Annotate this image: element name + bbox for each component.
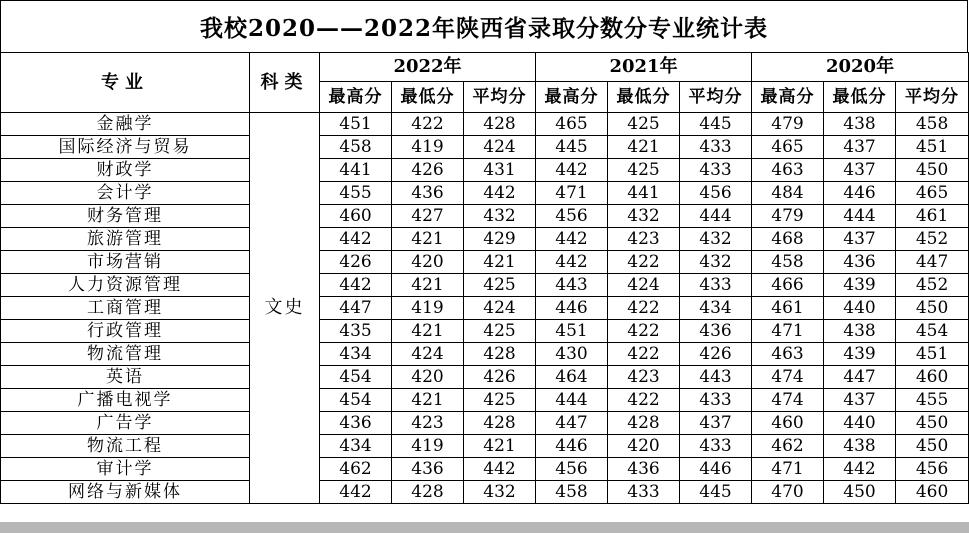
score-cell: 465	[752, 136, 824, 159]
header-max: 最高分	[752, 82, 824, 113]
score-cell: 465	[536, 113, 608, 136]
bottom-divider	[0, 522, 969, 533]
score-cell: 424	[464, 297, 536, 320]
score-cell: 433	[680, 136, 752, 159]
score-cell: 452	[896, 274, 969, 297]
table-row	[1, 320, 969, 343]
score-cell: 468	[752, 228, 824, 251]
score-cell: 421	[608, 136, 680, 159]
table-row	[1, 113, 969, 136]
score-cell: 445	[680, 481, 752, 504]
score-cell: 429	[464, 228, 536, 251]
score-cell: 437	[824, 159, 896, 182]
score-cell: 422	[392, 113, 464, 136]
score-cell: 442	[320, 481, 392, 504]
score-cell: 466	[752, 274, 824, 297]
score-cell: 420	[608, 435, 680, 458]
header-year-2022: 2022年	[320, 53, 536, 82]
score-cell: 471	[752, 458, 824, 481]
major-cell: 财政学	[1, 159, 250, 182]
score-cell: 431	[464, 159, 536, 182]
score-cell: 434	[680, 297, 752, 320]
score-cell: 450	[896, 412, 969, 435]
header-year-2021: 2021年	[536, 53, 752, 82]
header-major: 专业	[1, 53, 250, 113]
score-cell: 432	[464, 205, 536, 228]
header-min: 最低分	[824, 82, 896, 113]
score-cell: 454	[320, 389, 392, 412]
score-cell: 432	[464, 481, 536, 504]
score-cell: 422	[608, 389, 680, 412]
header-max: 最高分	[536, 82, 608, 113]
score-cell: 443	[680, 366, 752, 389]
score-cell: 451	[896, 343, 969, 366]
major-cell: 人力资源管理	[1, 274, 250, 297]
score-cell: 444	[824, 205, 896, 228]
score-cell: 428	[464, 113, 536, 136]
score-cell: 422	[608, 297, 680, 320]
page-title: 我校2020——2022年陕西省录取分数分专业统计表	[0, 0, 968, 52]
score-cell: 432	[680, 251, 752, 274]
score-cell: 474	[752, 389, 824, 412]
score-cell: 450	[896, 435, 969, 458]
score-cell: 436	[680, 320, 752, 343]
table-row	[1, 251, 969, 274]
score-cell: 426	[464, 366, 536, 389]
score-cell: 426	[680, 343, 752, 366]
score-cell: 442	[824, 458, 896, 481]
score-cell: 450	[824, 481, 896, 504]
major-cell: 会计学	[1, 182, 250, 205]
score-cell: 428	[464, 343, 536, 366]
table-row	[1, 366, 969, 389]
table-row	[1, 182, 969, 205]
score-cell: 447	[896, 251, 969, 274]
score-cell: 463	[752, 343, 824, 366]
score-cell: 446	[536, 435, 608, 458]
table-row	[1, 389, 969, 412]
major-cell: 金融学	[1, 113, 250, 136]
score-cell: 470	[752, 481, 824, 504]
score-cell: 426	[320, 251, 392, 274]
score-cell: 423	[608, 366, 680, 389]
header-min: 最低分	[608, 82, 680, 113]
score-cell: 441	[608, 182, 680, 205]
major-cell: 旅游管理	[1, 228, 250, 251]
score-cell: 460	[896, 481, 969, 504]
table-row	[1, 136, 969, 159]
major-cell: 广告学	[1, 412, 250, 435]
header-max: 最高分	[320, 82, 392, 113]
score-cell: 442	[320, 228, 392, 251]
score-cell: 465	[896, 182, 969, 205]
score-cell: 423	[392, 412, 464, 435]
score-cell: 446	[536, 297, 608, 320]
score-cell: 421	[392, 320, 464, 343]
score-cell: 455	[320, 182, 392, 205]
score-cell: 446	[824, 182, 896, 205]
score-cell: 464	[536, 366, 608, 389]
score-cell: 427	[392, 205, 464, 228]
score-cell: 462	[320, 458, 392, 481]
score-cell: 428	[392, 481, 464, 504]
table-row	[1, 343, 969, 366]
table-row	[1, 481, 969, 504]
table-row	[1, 205, 969, 228]
score-cell: 424	[608, 274, 680, 297]
score-cell: 436	[824, 251, 896, 274]
score-cell: 425	[608, 159, 680, 182]
header-avg: 平均分	[896, 82, 969, 113]
table-body	[1, 113, 969, 504]
score-cell: 456	[680, 182, 752, 205]
score-cell: 443	[536, 274, 608, 297]
header-avg: 平均分	[680, 82, 752, 113]
category-cell: 文史	[250, 113, 320, 504]
score-cell: 456	[536, 458, 608, 481]
score-cell: 422	[608, 320, 680, 343]
score-cell: 430	[536, 343, 608, 366]
score-cell: 420	[392, 251, 464, 274]
table-row	[1, 228, 969, 251]
score-cell: 444	[536, 389, 608, 412]
score-cell: 460	[320, 205, 392, 228]
score-cell: 433	[680, 159, 752, 182]
score-cell: 425	[464, 389, 536, 412]
header-avg: 平均分	[464, 82, 536, 113]
score-cell: 436	[608, 458, 680, 481]
score-cell: 438	[824, 435, 896, 458]
score-cell: 447	[320, 297, 392, 320]
score-cell: 422	[608, 251, 680, 274]
score-cell: 451	[536, 320, 608, 343]
table-row	[1, 297, 969, 320]
score-cell: 450	[896, 159, 969, 182]
score-cell: 435	[320, 320, 392, 343]
score-cell: 479	[752, 205, 824, 228]
score-cell: 463	[752, 159, 824, 182]
major-cell: 行政管理	[1, 320, 250, 343]
score-cell: 441	[320, 159, 392, 182]
table-row	[1, 412, 969, 435]
score-cell: 424	[464, 136, 536, 159]
score-cell: 434	[320, 343, 392, 366]
major-cell: 广播电视学	[1, 389, 250, 412]
major-cell: 英语	[1, 366, 250, 389]
score-cell: 455	[896, 389, 969, 412]
score-cell: 458	[536, 481, 608, 504]
score-cell: 436	[392, 182, 464, 205]
score-cell: 454	[320, 366, 392, 389]
major-cell: 财务管理	[1, 205, 250, 228]
table-row	[1, 435, 969, 458]
score-cell: 433	[680, 274, 752, 297]
score-cell: 425	[608, 113, 680, 136]
score-cell: 428	[464, 412, 536, 435]
header-year-2020: 2020年	[752, 53, 969, 82]
score-cell: 471	[752, 320, 824, 343]
major-cell: 网络与新媒体	[1, 481, 250, 504]
table-row	[1, 159, 969, 182]
score-cell: 460	[752, 412, 824, 435]
score-cell: 462	[752, 435, 824, 458]
score-cell: 471	[536, 182, 608, 205]
score-cell: 439	[824, 343, 896, 366]
score-cell: 445	[680, 113, 752, 136]
score-cell: 421	[464, 435, 536, 458]
header-min: 最低分	[392, 82, 464, 113]
score-cell: 458	[320, 136, 392, 159]
score-cell: 442	[536, 251, 608, 274]
score-cell: 419	[392, 435, 464, 458]
score-cell: 442	[464, 182, 536, 205]
score-cell: 458	[752, 251, 824, 274]
major-cell: 物流管理	[1, 343, 250, 366]
score-cell: 447	[536, 412, 608, 435]
score-cell: 484	[752, 182, 824, 205]
score-cell: 420	[392, 366, 464, 389]
score-cell: 446	[680, 458, 752, 481]
score-cell: 451	[320, 113, 392, 136]
score-cell: 438	[824, 113, 896, 136]
score-cell: 419	[392, 136, 464, 159]
score-cell: 474	[752, 366, 824, 389]
score-cell: 445	[536, 136, 608, 159]
score-cell: 451	[896, 136, 969, 159]
score-cell: 458	[896, 113, 969, 136]
score-cell: 442	[536, 159, 608, 182]
score-cell: 421	[464, 251, 536, 274]
score-cell: 437	[824, 136, 896, 159]
score-cell: 439	[824, 274, 896, 297]
score-cell: 425	[464, 274, 536, 297]
score-cell: 423	[608, 228, 680, 251]
score-cell: 421	[392, 274, 464, 297]
score-cell: 450	[896, 297, 969, 320]
score-cell: 421	[392, 228, 464, 251]
score-cell: 437	[824, 389, 896, 412]
major-cell: 国际经济与贸易	[1, 136, 250, 159]
score-cell: 437	[680, 412, 752, 435]
score-cell: 444	[680, 205, 752, 228]
score-cell: 437	[824, 228, 896, 251]
score-cell: 433	[680, 435, 752, 458]
major-cell: 物流工程	[1, 435, 250, 458]
score-cell: 456	[536, 205, 608, 228]
table-row	[1, 458, 969, 481]
header-category: 科类	[250, 53, 320, 113]
score-cell: 432	[608, 205, 680, 228]
score-cell: 433	[680, 389, 752, 412]
score-cell: 461	[896, 205, 969, 228]
score-cell: 434	[320, 435, 392, 458]
score-cell: 447	[824, 366, 896, 389]
score-cell: 422	[608, 343, 680, 366]
major-cell: 市场营销	[1, 251, 250, 274]
score-cell: 440	[824, 297, 896, 320]
score-cell: 440	[824, 412, 896, 435]
table-row	[1, 274, 969, 297]
score-cell: 454	[896, 320, 969, 343]
score-cell: 428	[608, 412, 680, 435]
score-cell: 425	[464, 320, 536, 343]
score-cell: 460	[896, 366, 969, 389]
score-cell: 461	[752, 297, 824, 320]
score-cell: 432	[680, 228, 752, 251]
score-cell: 442	[464, 458, 536, 481]
score-cell: 438	[824, 320, 896, 343]
score-cell: 419	[392, 297, 464, 320]
score-cell: 442	[536, 228, 608, 251]
score-table	[0, 52, 969, 504]
score-cell: 479	[752, 113, 824, 136]
score-cell: 433	[608, 481, 680, 504]
major-cell: 审计学	[1, 458, 250, 481]
score-cell: 456	[896, 458, 969, 481]
score-cell: 436	[320, 412, 392, 435]
major-cell: 工商管理	[1, 297, 250, 320]
score-cell: 426	[392, 159, 464, 182]
score-cell: 452	[896, 228, 969, 251]
score-cell: 421	[392, 389, 464, 412]
score-cell: 442	[320, 274, 392, 297]
score-cell: 424	[392, 343, 464, 366]
score-cell: 436	[392, 458, 464, 481]
